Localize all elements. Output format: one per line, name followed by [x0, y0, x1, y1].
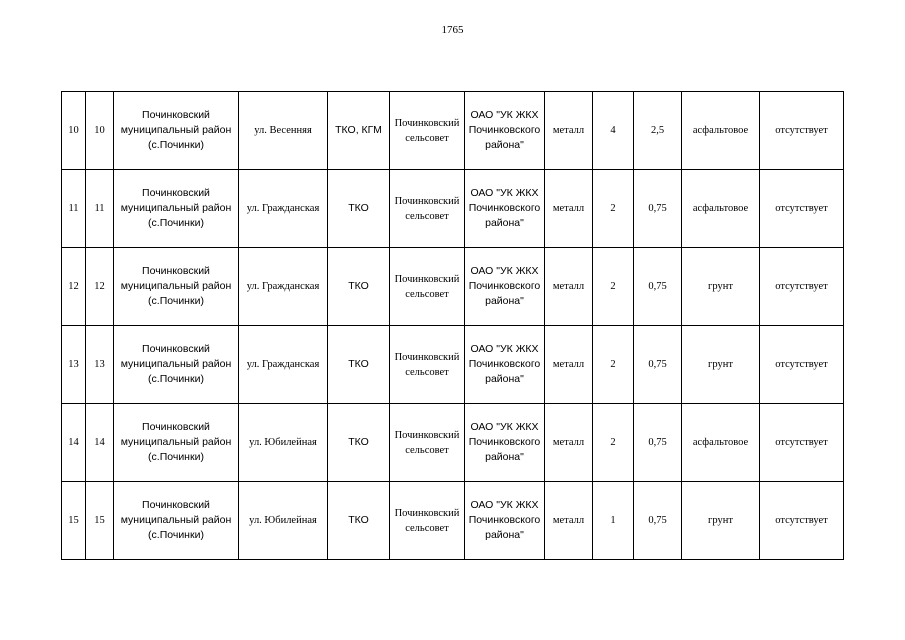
surface-cell: асфальтовое — [682, 170, 760, 248]
site-number-cell: 14 — [86, 404, 114, 482]
table-row — [62, 482, 844, 560]
containers-count-cell: 2 — [593, 248, 634, 326]
waste-type-cell: ТКО — [328, 248, 390, 326]
district-cell: Починковский муниципальный район (с.Починки) — [114, 92, 239, 170]
fence-cell: отсутствует — [760, 248, 844, 326]
site-number-cell: 10 — [86, 92, 114, 170]
waste-type-cell: ТКО — [328, 326, 390, 404]
operator-cell: ОАО "УК ЖКХ Починковского района" — [465, 326, 545, 404]
street-cell: ул. Гражданская — [239, 248, 328, 326]
table-row — [62, 170, 844, 248]
volume-cell: 0,75 — [634, 248, 682, 326]
waste-type-cell: ТКО — [328, 404, 390, 482]
containers-count-cell: 4 — [593, 92, 634, 170]
surface-cell: грунт — [682, 248, 760, 326]
settlement-cell: Починковский сельсовет — [390, 170, 465, 248]
volume-cell: 0,75 — [634, 170, 682, 248]
waste-type-cell: ТКО — [328, 170, 390, 248]
fence-cell: отсутствует — [760, 482, 844, 560]
volume-cell: 2,5 — [634, 92, 682, 170]
operator-cell: ОАО "УК ЖКХ Починковского района" — [465, 404, 545, 482]
row-number-cell: 14 — [62, 404, 86, 482]
settlement-cell: Починковский сельсовет — [390, 404, 465, 482]
site-number-cell: 12 — [86, 248, 114, 326]
surface-cell: грунт — [682, 482, 760, 560]
settlement-cell: Починковский сельсовет — [390, 326, 465, 404]
site-number-cell: 13 — [86, 326, 114, 404]
registry-table — [61, 91, 844, 560]
surface-cell: асфальтовое — [682, 404, 760, 482]
district-cell: Починковский муниципальный район (с.Починки) — [114, 482, 239, 560]
street-cell: ул. Юбилейная — [239, 482, 328, 560]
street-cell: ул. Гражданская — [239, 326, 328, 404]
settlement-cell: Починковский сельсовет — [390, 248, 465, 326]
table-row — [62, 92, 844, 170]
material-cell: металл — [545, 326, 593, 404]
settlement-cell: Починковский сельсовет — [390, 92, 465, 170]
containers-count-cell: 2 — [593, 326, 634, 404]
row-number-cell: 11 — [62, 170, 86, 248]
waste-type-cell: ТКО, КГМ — [328, 92, 390, 170]
containers-count-cell: 2 — [593, 404, 634, 482]
street-cell: ул. Юбилейная — [239, 404, 328, 482]
row-number-cell: 10 — [62, 92, 86, 170]
containers-count-cell: 2 — [593, 170, 634, 248]
site-number-cell: 11 — [86, 170, 114, 248]
containers-count-cell: 1 — [593, 482, 634, 560]
material-cell: металл — [545, 170, 593, 248]
settlement-cell: Починковский сельсовет — [390, 482, 465, 560]
material-cell: металл — [545, 404, 593, 482]
volume-cell: 0,75 — [634, 326, 682, 404]
material-cell: металл — [545, 92, 593, 170]
waste-type-cell: ТКО — [328, 482, 390, 560]
operator-cell: ОАО "УК ЖКХ Починковского района" — [465, 248, 545, 326]
fence-cell: отсутствует — [760, 170, 844, 248]
operator-cell: ОАО "УК ЖКХ Починковского района" — [465, 170, 545, 248]
district-cell: Починковский муниципальный район (с.Починки) — [114, 404, 239, 482]
page-number: 1765 — [441, 24, 464, 36]
street-cell: ул. Весенняя — [239, 92, 328, 170]
district-cell: Починковский муниципальный район (с.Починки) — [114, 326, 239, 404]
row-number-cell: 13 — [62, 326, 86, 404]
fence-cell: отсутствует — [760, 92, 844, 170]
table-row — [62, 248, 844, 326]
street-cell: ул. Гражданская — [239, 170, 328, 248]
volume-cell: 0,75 — [634, 482, 682, 560]
volume-cell: 0,75 — [634, 404, 682, 482]
row-number-cell: 15 — [62, 482, 86, 560]
fence-cell: отсутствует — [760, 404, 844, 482]
table-row — [62, 326, 844, 404]
fence-cell: отсутствует — [760, 326, 844, 404]
operator-cell: ОАО "УК ЖКХ Починковского района" — [465, 92, 545, 170]
table-body — [62, 92, 844, 560]
material-cell: металл — [545, 248, 593, 326]
surface-cell: асфальтовое — [682, 92, 760, 170]
district-cell: Починковский муниципальный район (с.Починки) — [114, 248, 239, 326]
table-row — [62, 404, 844, 482]
operator-cell: ОАО "УК ЖКХ Починковского района" — [465, 482, 545, 560]
row-number-cell: 12 — [62, 248, 86, 326]
site-number-cell: 15 — [86, 482, 114, 560]
district-cell: Починковский муниципальный район (с.Починки) — [114, 170, 239, 248]
surface-cell: грунт — [682, 326, 760, 404]
material-cell: металл — [545, 482, 593, 560]
